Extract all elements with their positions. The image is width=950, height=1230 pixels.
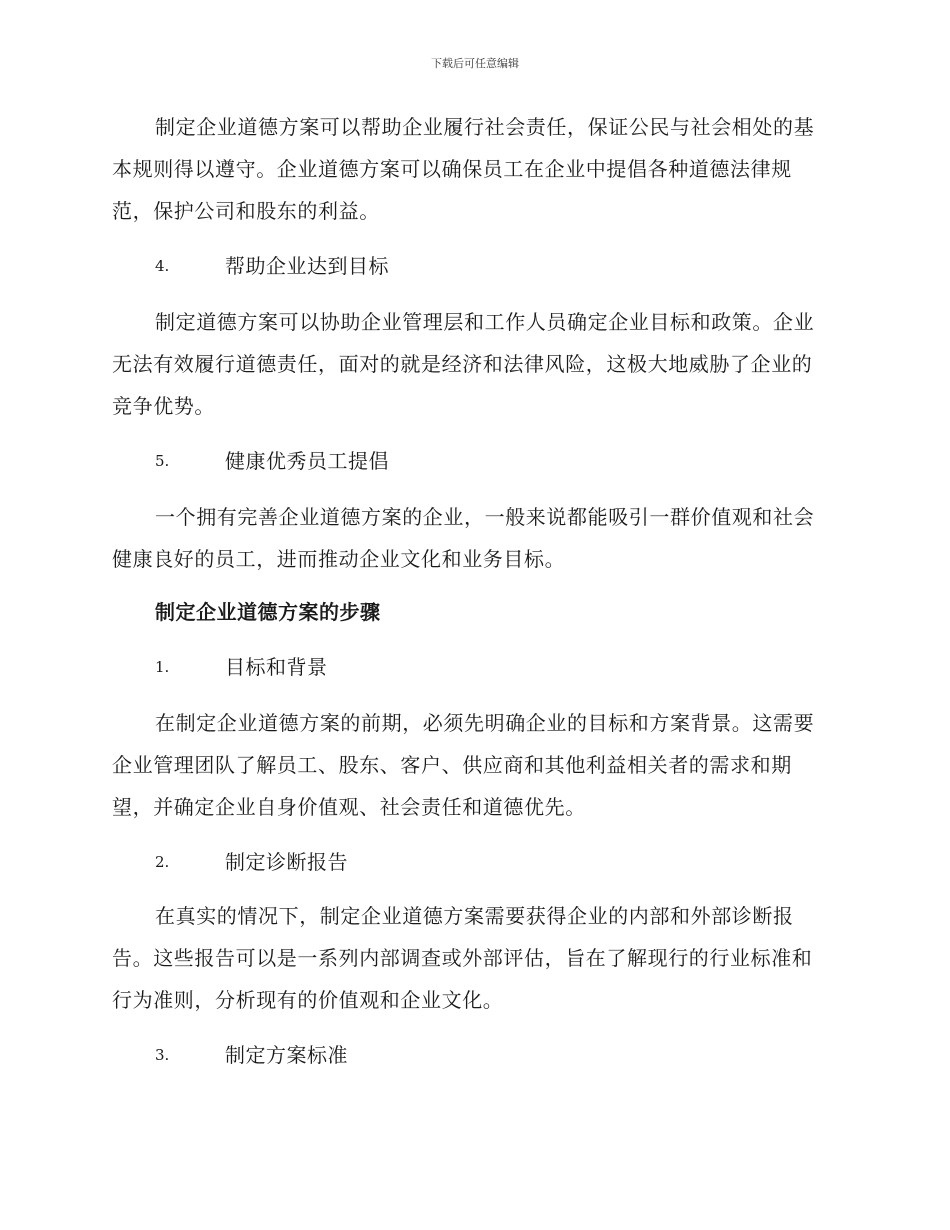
- paragraph-social-responsibility: 制定企业道德方案可以帮助企业履行社会责任，保证公民与社会相处的基本规则得以遵守。企业道德方案可以确保员工在企业中提倡各种道德法律规范，保护公司和股东的利益。: [112, 115, 815, 223]
- list-item-5: [155, 446, 389, 476]
- list-label: 目标和背景: [225, 655, 328, 679]
- list-number: 2.: [155, 853, 170, 871]
- step-item-2: [155, 847, 348, 877]
- paragraph-goals: 制定道德方案可以协助企业管理层和工作人员确定企业目标和政策。企业无法有效履行道德责任，面对的就是经济和法律风险，这极大地威胁了企业的竞争优势。: [112, 310, 815, 418]
- list-number: 4.: [155, 257, 170, 275]
- list-item-4: [155, 251, 389, 281]
- list-number: 5.: [155, 452, 170, 470]
- paragraph-employees: 一个拥有完善企业道德方案的企业，一般来说都能吸引一群价值观和社会健康良好的员工，进而推动企业文化和业务目标。: [112, 505, 815, 571]
- section-heading: 制定企业道德方案的步骤: [155, 600, 381, 624]
- paragraph-background: 在制定企业道德方案的前期，必须先明确企业的目标和方案背景。这需要企业管理团队了解员工、股东、客户、供应商和其他利益相关者的需求和期望，并确定企业自身价值观、社会责任和道德优先。: [112, 711, 815, 819]
- list-label: 制定方案标准: [225, 1043, 348, 1067]
- step-item-1: [155, 652, 328, 682]
- list-number: 3.: [155, 1046, 170, 1064]
- list-number: 1.: [155, 658, 170, 676]
- list-label: 制定诊断报告: [225, 850, 348, 874]
- list-label: 健康优秀员工提倡: [225, 449, 389, 473]
- paragraph-diagnosis: 在真实的情况下，制定企业道德方案需要获得企业的内部和外部诊断报告。这些报告可以是一系列内部调查或外部评估，旨在了解现行的行业标准和行为准则，分析现有的价值观和企业文化。: [112, 904, 813, 1012]
- list-label: 帮助企业达到目标: [225, 254, 389, 278]
- header-note: 下载后可任意编辑: [431, 57, 519, 70]
- step-item-3: [155, 1040, 348, 1070]
